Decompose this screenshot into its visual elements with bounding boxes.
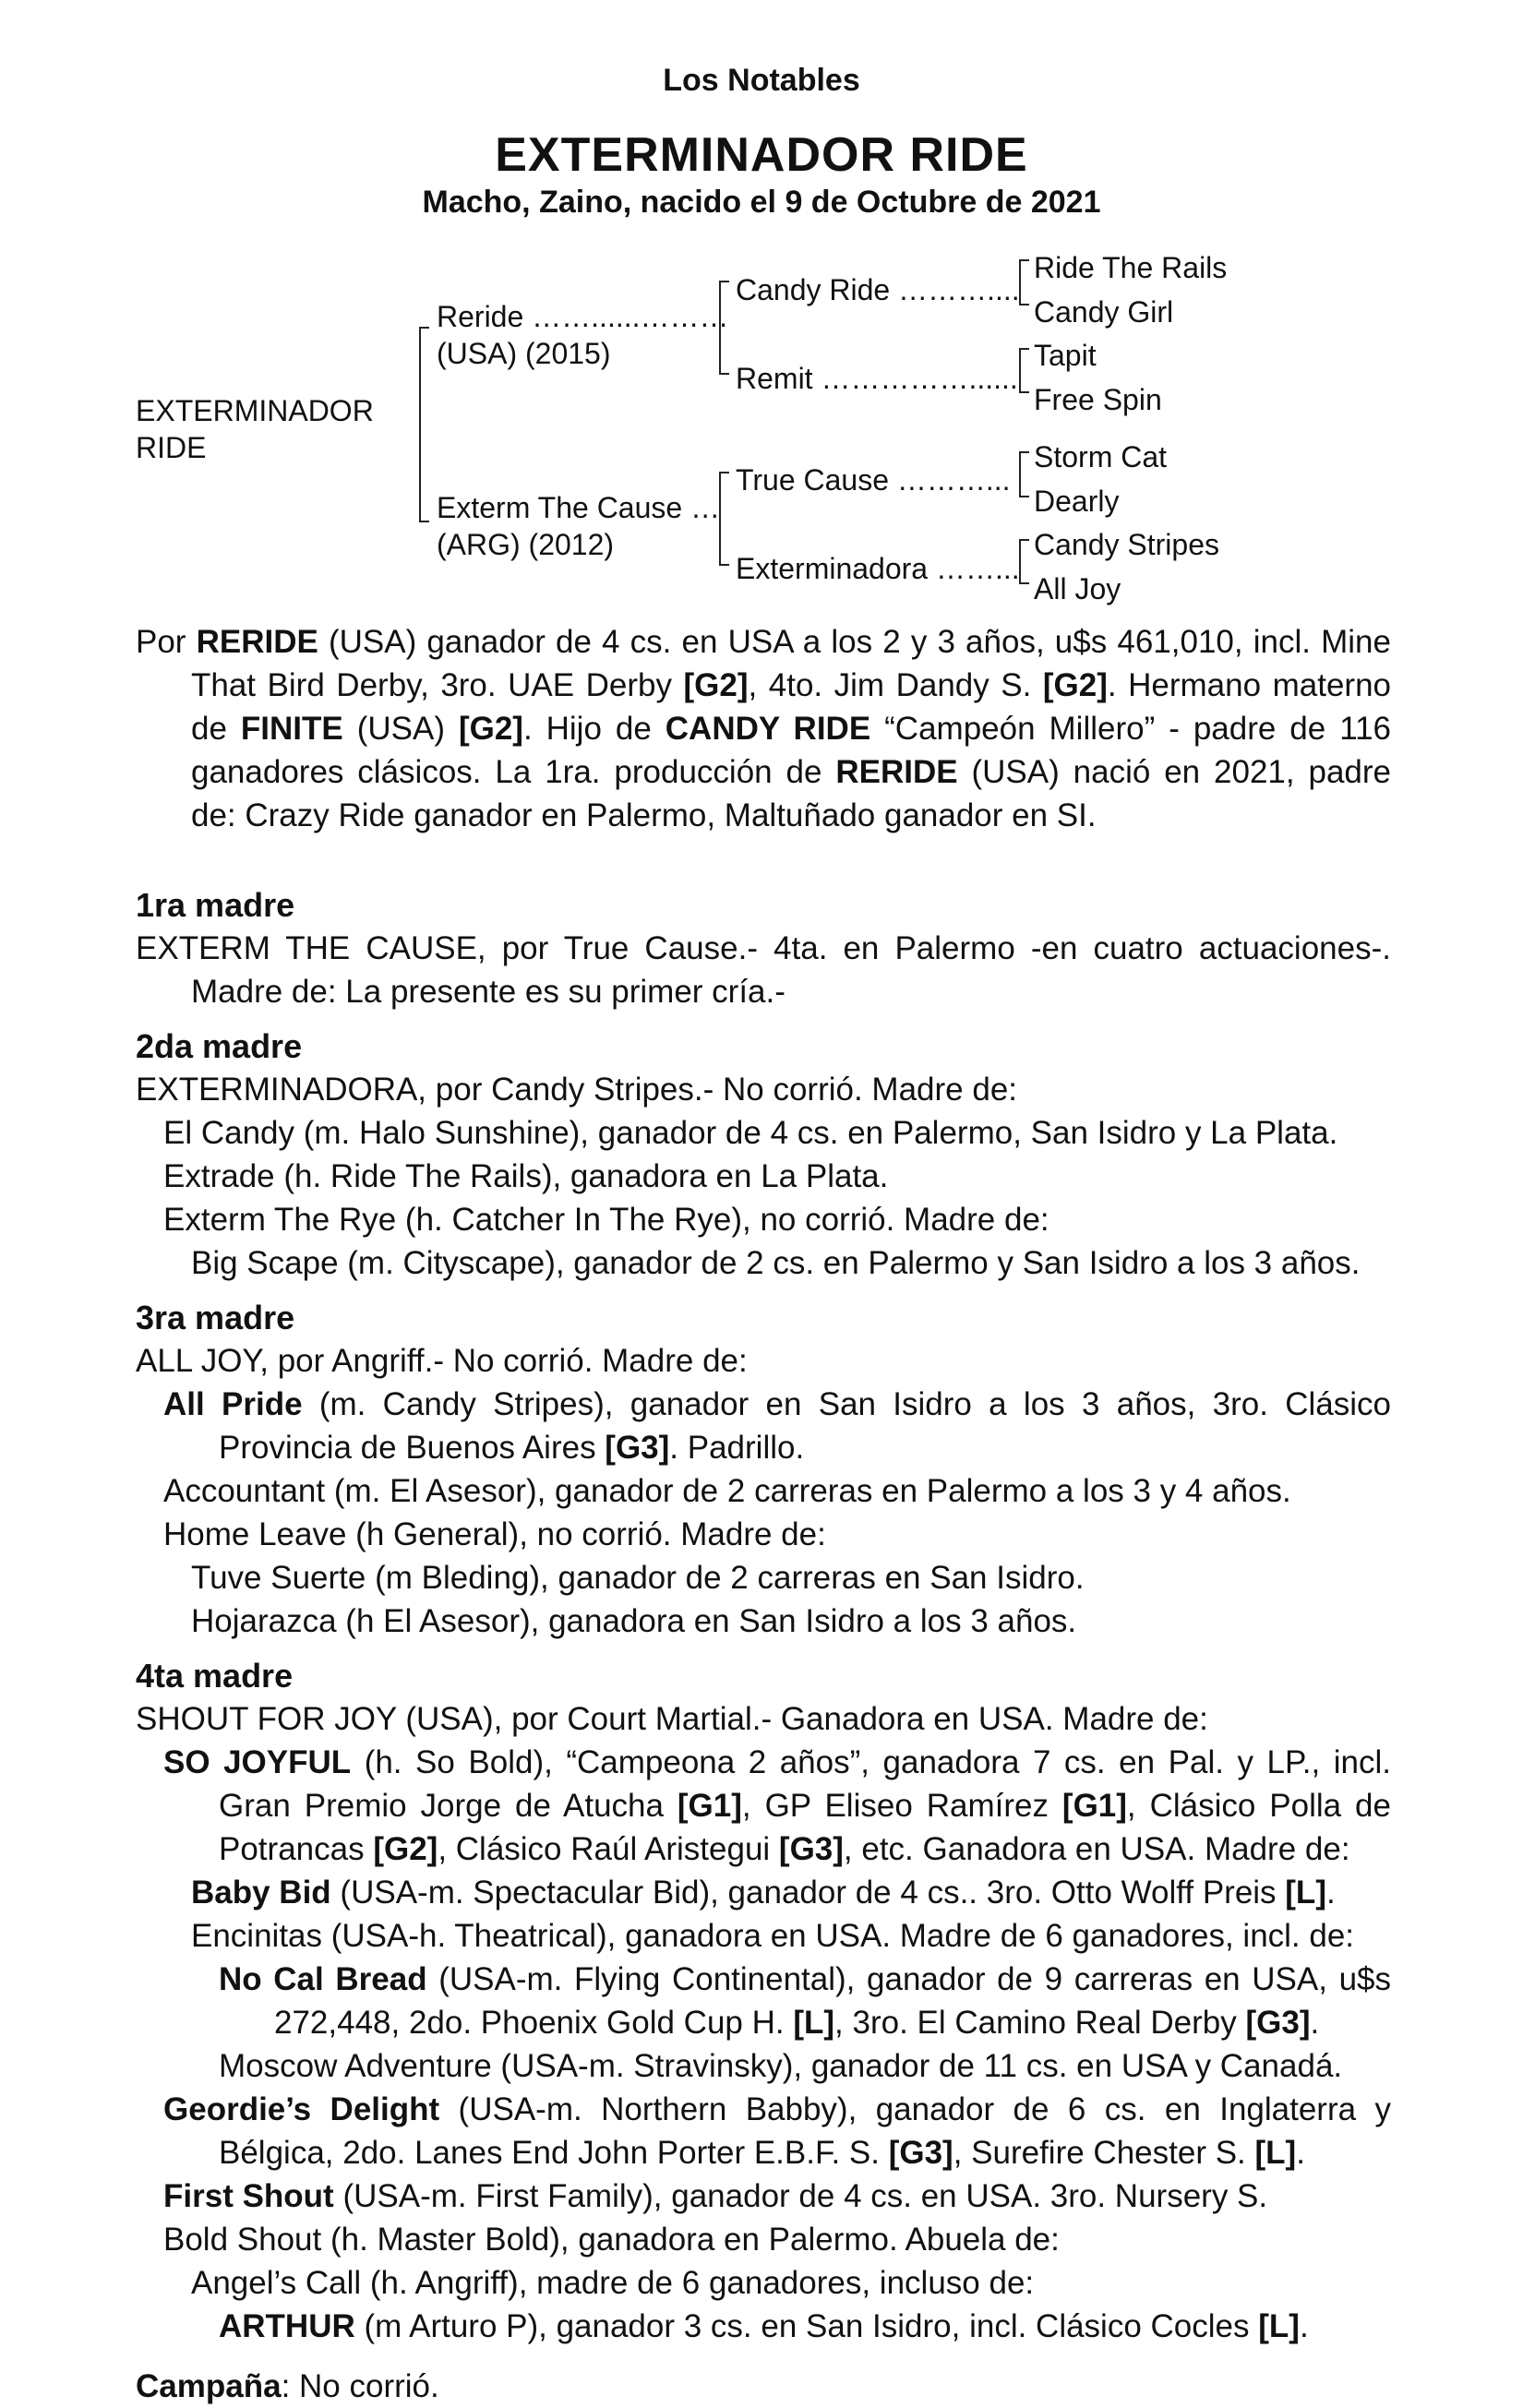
dam3-line: Accountant (m. El Asesor), ganador de 2 carreras en Palermo a los 3 y 4 años. xyxy=(163,1473,1291,1509)
sire-paragraph: Por RERIDE (USA) ganador de 4 cs. en USA a los 2 y 3 años, u$s 461,010, incl. Mine That Bird Derby, 3ro. UAE Derby [G2], 4to. Jim Dandy S. [G2]. Hermano materno de FINITE (USA) [G2]. Hijo de CANDY RIDE “Campeón Millero” - padre de 116 ganadores clásicos. La 1ra. producción de RERIDE (USA) nació en 2021, padre de: Crazy Ride ganador en Palermo, Maltuñado ganador en SI. xyxy=(136,624,1392,833)
pedigree-dss: Storm Cat xyxy=(1034,440,1168,473)
campaign-line: Campaña: No corrió. xyxy=(136,2368,439,2404)
dam4-encinitas: Encinitas (USA-h. Theatrical), ganadora en USA. Madre de 6 ganadores, incl. de: xyxy=(191,1918,1355,1954)
dam2-line: Big Scape (m. Cityscape), ganador de 2 cs. en Palermo y San Isidro a los 3 años. xyxy=(191,1245,1361,1281)
sire-origin: (USA) (2015) xyxy=(437,337,611,370)
pedigree-sds: Tapit xyxy=(1034,339,1097,372)
pedigree-sss: Ride The Rails xyxy=(1034,251,1228,284)
dam3-all-pride: All Pride (m. Candy Stripes), ganador en San Isidro a los 3 años, 3ro. Clásico Provincia de Buenos Aires [G3]. Padrillo. xyxy=(163,1386,1392,1466)
pedigree-dam xyxy=(437,489,720,563)
dam2-intro: EXTERMINADORA, por Candy Stripes.- No corrió. Madre de: xyxy=(136,1072,1018,1108)
dam4-no-cal-bread: No Cal Bread (USA-m. Flying Continental), ganador de 9 carreras en USA, u$s 272,448, 2do. Phoenix Gold Cup H. [L], 3ro. El Camino Real Derby [G3]. xyxy=(219,1961,1391,2041)
dam4-moscow: Moscow Adventure (USA-m. Stravinsky), ganador de 11 cs. en USA y Canadá. xyxy=(219,2048,1343,2084)
dam4-baby-bid: Baby Bid (USA-m. Spectacular Bid), ganador de 4 cs.. 3ro. Otto Wolff Preis [L]. xyxy=(191,1875,1336,1911)
dam2-heading: 2da madre xyxy=(136,1027,303,1065)
dam3-line: Tuve Suerte (m Bleding), ganador de 2 carreras en San Isidro. xyxy=(191,1560,1085,1596)
pedigree-sdd: Free Spin xyxy=(1034,383,1162,416)
pedigree-dds: Candy Stripes xyxy=(1034,528,1219,561)
dam4-intro: SHOUT FOR JOY (USA), por Court Martial.- Ganadora en USA. Madre de: xyxy=(136,1701,1208,1737)
campaign-value: No corrió. xyxy=(290,2368,439,2404)
pedigree-dam-sire: True Cause ………... xyxy=(736,463,1011,497)
pedigree-sire xyxy=(437,298,729,372)
dam4-so-joyful: SO JOYFUL (h. So Bold), “Campeona 2 años”, ganadora 7 cs. en Pal. y LP., incl. Gran Premio Jorge de Atucha [G1], GP Eliseo Ramírez [G1], Clásico Polla de Potrancas [G2], Clásico Raúl Aristegui [G3], etc. Ganadora en USA. Madre de: xyxy=(163,1744,1391,1867)
dam4-geordies-delight: Geordie’s Delight (USA-m. Northern Babby), ganador de 6 cs. en Inglaterra y Bélgica, 2do. Lanes End John Porter E.B.F. S. [G3], Surefire Chester S. [L]. xyxy=(163,2091,1391,2171)
dam4-first-shout: First Shout (USA-m. First Family), ganador de 4 cs. en USA. 3ro. Nursery S. xyxy=(163,2178,1268,2214)
horse-name: EXTERMINADOR RIDE xyxy=(495,128,1028,182)
subject-line-1: EXTERMINADOR xyxy=(136,394,374,427)
dam3-line: Hojarazca (h El Asesor), ganadora en San Isidro a los 3 años. xyxy=(191,1603,1077,1639)
dam3-line: Home Leave (h General), no corrió. Madre de: xyxy=(163,1516,826,1552)
sire-name: Reride ……......……… xyxy=(437,300,729,333)
dam2-line: Extrade (h. Ride The Rails), ganadora en La Plata. xyxy=(163,1158,889,1194)
dam3-intro: ALL JOY, por Angriff.- No corrió. Madre de: xyxy=(136,1343,748,1379)
campaign-label: Campaña xyxy=(136,2368,282,2404)
pedigree-ssd: Candy Girl xyxy=(1034,295,1174,329)
dam1-text: EXTERM THE CAUSE, por True Cause.- 4ta. en Palermo -en cuatro actuaciones-. Madre de: La presente es su primer cría.- xyxy=(136,930,1391,1010)
pedigree-sire-dam: Remit ……………...... xyxy=(736,362,1018,395)
pedigree-subject xyxy=(136,392,374,466)
dam1-heading: 1ra madre xyxy=(136,886,295,924)
pedigree-dam-dam: Exterminadora ……... xyxy=(736,552,1020,585)
dam2-line: El Candy (m. Halo Sunshine), ganador de 4 cs. en Palermo, San Isidro y La Plata. xyxy=(163,1115,1338,1151)
dam2-line: Exterm The Rye (h. Catcher In The Rye), no corrió. Madre de: xyxy=(163,1202,1049,1238)
dam4-bold-shout: Bold Shout (h. Master Bold), ganadora en Palermo. Abuela de: xyxy=(163,2222,1060,2258)
series-title: Los Notables xyxy=(663,63,860,98)
pedigree-sire-sire: Candy Ride ……….... xyxy=(736,273,1020,306)
dam-name: Exterm The Cause … xyxy=(437,491,721,524)
subject-line-2: RIDE xyxy=(136,431,207,464)
pedigree-dsd: Dearly xyxy=(1034,485,1120,518)
dam-origin: (ARG) (2012) xyxy=(437,528,615,561)
pedigree-ddd: All Joy xyxy=(1034,572,1121,605)
body-text xyxy=(136,620,1391,2408)
dam4-arthur: ARTHUR (m Arturo P), ganador 3 cs. en San Isidro, incl. Clásico Cocles [L]. xyxy=(219,2308,1309,2344)
dam3-heading: 3ra madre xyxy=(136,1299,295,1336)
dam4-angels-call: Angel’s Call (h. Angriff), madre de 6 ganadores, incluso de: xyxy=(191,2265,1035,2301)
dam4-heading: 4ta madre xyxy=(136,1657,294,1695)
birth-info: Macho, Zaino, nacido el 9 de Octubre de 2021 xyxy=(422,185,1101,220)
pedigree-brackets xyxy=(0,0,1523,628)
